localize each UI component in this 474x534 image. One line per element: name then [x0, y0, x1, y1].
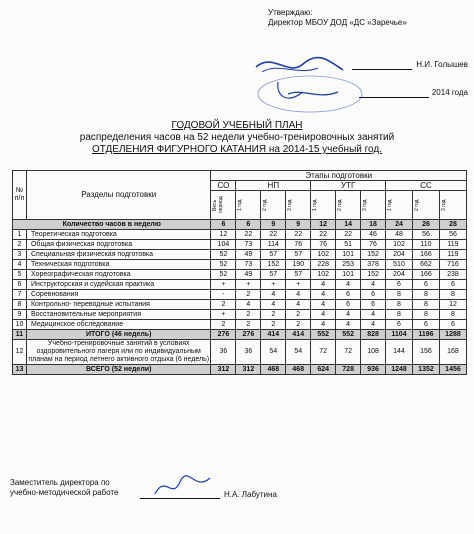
row-number: 3	[13, 250, 27, 260]
table-cell: 4	[336, 280, 361, 290]
table-row	[13, 230, 467, 240]
row-name: Инструкторская и судейская практика	[26, 280, 210, 290]
group-header: УТГ	[311, 181, 386, 191]
table-cell: +	[236, 280, 261, 290]
table-cell: 312	[236, 365, 261, 375]
table-cell: 1196	[412, 330, 439, 340]
table-cell: 102	[311, 270, 336, 280]
table-cell: 6	[439, 320, 466, 330]
footer-name: Н.А. Лабутина	[224, 490, 277, 499]
table-cell: 6	[361, 290, 386, 300]
table-cell: 51	[336, 240, 361, 250]
table-cell: 56	[412, 230, 439, 240]
table-cell: 12	[311, 220, 336, 230]
year-label: 3 год	[287, 199, 294, 211]
table-cell: 228	[311, 260, 336, 270]
table-cell: 22	[336, 230, 361, 240]
year-label: 1 год	[237, 199, 244, 211]
table-cell: 253	[336, 260, 361, 270]
year-label: 3 год	[440, 199, 447, 211]
table-cell: 28	[439, 220, 466, 230]
row-name: Восстановительные мероприятия	[26, 310, 210, 320]
table-cell: 8	[412, 300, 439, 310]
study-plan-table	[12, 170, 467, 375]
table-cell: 4	[361, 280, 386, 290]
table-cell: 101	[336, 270, 361, 280]
table-cell: 76	[361, 240, 386, 250]
table-body	[13, 220, 467, 375]
table-cell: 414	[286, 330, 311, 340]
table-row	[13, 300, 467, 310]
table-cell: 8	[439, 290, 466, 300]
heading-line2: распределения часов на 52 недели учебно-тренировочных занятий	[79, 132, 395, 143]
table-cell: 22	[261, 230, 286, 240]
row-name: Хореографическая подготовка	[26, 270, 210, 280]
year-header	[286, 191, 311, 220]
row-name: Соревнования	[26, 290, 210, 300]
table-cell: 4	[261, 290, 286, 300]
table-cell: 57	[286, 250, 311, 260]
table-cell: 276	[211, 330, 236, 340]
table-cell: 378	[361, 260, 386, 270]
table-cell: 662	[412, 260, 439, 270]
table-cell: 276	[236, 330, 261, 340]
hours-label: Количество часов в неделю	[13, 220, 211, 230]
footer-signature-image	[150, 472, 220, 502]
table-cell: 52	[211, 260, 236, 270]
table-cell: 8	[386, 300, 413, 310]
table-cell: 936	[361, 365, 386, 375]
table-cell: 4	[261, 300, 286, 310]
date-line	[359, 88, 429, 98]
group-header: СС	[386, 181, 467, 191]
row-name: Учебно-тренировочные занятий в условиях оздоровительного лагеря или по индивидуальным планам на период летнего активного отдыха (6 недель)	[28, 340, 210, 363]
table-cell: 54	[261, 340, 286, 365]
year-header	[236, 191, 261, 220]
camp-row	[13, 340, 467, 365]
table-cell: 6	[386, 320, 413, 330]
total52-row	[13, 365, 467, 375]
table-cell: 101	[336, 250, 361, 260]
table-cell: 6	[386, 280, 413, 290]
table-cell: 2	[236, 320, 261, 330]
approval-position: Директор МБОУ ДОД «ДС «Заречье»	[268, 18, 407, 27]
table-row	[13, 260, 467, 270]
table-cell: 6	[236, 220, 261, 230]
row-number: 9	[13, 310, 27, 320]
table-cell: 414	[261, 330, 286, 340]
row-name: Общая физическая подготовка	[26, 240, 210, 250]
table-cell: +	[261, 280, 286, 290]
row-number: 6	[13, 280, 27, 290]
footer-position-line2: учебно-методической работе	[10, 488, 119, 497]
table-cell: 46	[361, 230, 386, 240]
table-cell: 56	[439, 230, 466, 240]
table-cell: 2	[211, 320, 236, 330]
table-cell: 119	[439, 240, 466, 250]
sections-header: Разделы подготовки	[26, 171, 210, 220]
table-cell: 102	[386, 240, 413, 250]
table-cell: 73	[236, 260, 261, 270]
year-label: 2 год	[413, 199, 420, 211]
table-cell: 168	[439, 340, 466, 365]
table-cell: 8	[412, 290, 439, 300]
row-number: 5	[13, 270, 27, 280]
table-cell: 828	[361, 330, 386, 340]
table-cell: 1352	[412, 365, 439, 375]
table-cell: 716	[439, 260, 466, 270]
table-cell: 6	[211, 220, 236, 230]
year-header	[361, 191, 386, 220]
table-cell: 190	[286, 260, 311, 270]
table-cell: 54	[286, 340, 311, 365]
table-cell: 312	[211, 365, 236, 375]
table-cell: 2	[236, 290, 261, 300]
row-number: 8	[13, 300, 27, 310]
table-cell: 152	[361, 270, 386, 280]
table-cell: 238	[439, 270, 466, 280]
table-cell: 24	[386, 220, 413, 230]
group-header: СО	[211, 181, 236, 191]
year-label: Весь период	[212, 196, 225, 214]
table-row	[13, 240, 467, 250]
table-cell: 4	[286, 290, 311, 300]
table-cell: 36	[211, 340, 236, 365]
table-cell: 114	[261, 240, 286, 250]
table-cell: 4	[236, 300, 261, 310]
table-row	[13, 290, 467, 300]
heading-line3: ОТДЕЛЕНИЯ ФИГУРНОГО КАТАНИЯ на 2014-15 учебный год.	[91, 144, 383, 155]
table-cell: 22	[286, 230, 311, 240]
year-header	[311, 191, 336, 220]
table-cell: 72	[311, 340, 336, 365]
table-row	[13, 280, 467, 290]
table-cell: 728	[336, 365, 361, 375]
table-cell: 624	[311, 365, 336, 375]
table-cell: 102	[311, 250, 336, 260]
table-cell: 6	[412, 280, 439, 290]
table-cell: +	[211, 310, 236, 320]
table-cell: 204	[386, 270, 413, 280]
table-cell: 49	[236, 250, 261, 260]
table-row	[13, 320, 467, 330]
table-cell: 2	[286, 310, 311, 320]
table-cell: 4	[336, 310, 361, 320]
table-cell: 9	[261, 220, 286, 230]
year-header	[336, 191, 361, 220]
table-cell: 552	[311, 330, 336, 340]
row-name: Теоретическая подготовка	[26, 230, 210, 240]
table-cell: 4	[361, 310, 386, 320]
table-cell: 57	[261, 270, 286, 280]
row-name: ИТОГО (46 недель)	[26, 330, 210, 340]
table-cell: 6	[336, 290, 361, 300]
table-cell: 1456	[439, 365, 466, 375]
table-cell: 4	[286, 300, 311, 310]
group-header: НП	[236, 181, 311, 191]
table-cell: 468	[261, 365, 286, 375]
table-cell: 4	[311, 310, 336, 320]
table-cell: 6	[336, 300, 361, 310]
table-cell: 6	[412, 320, 439, 330]
table-cell: 1288	[439, 330, 466, 340]
table-cell: 4	[336, 320, 361, 330]
table-cell: 4	[361, 320, 386, 330]
table-cell: 2	[261, 310, 286, 320]
row-number: 2	[13, 240, 27, 250]
row-number: 4	[13, 260, 27, 270]
year-label: 1 год	[387, 199, 394, 211]
table-cell: 152	[361, 250, 386, 260]
table-cell: 166	[412, 250, 439, 260]
row-number: 10	[13, 320, 27, 330]
year-label: 2 год	[337, 199, 344, 211]
table-cell: 57	[261, 250, 286, 260]
hours-row	[13, 220, 467, 230]
table-row	[13, 270, 467, 280]
stamp-and-signature-image	[248, 42, 368, 117]
table-cell: 2	[261, 320, 286, 330]
table-cell: +	[211, 280, 236, 290]
table-cell: 144	[386, 340, 413, 365]
table-cell: 22	[236, 230, 261, 240]
row-number: 12	[13, 340, 27, 365]
row-number: 1	[13, 230, 27, 240]
year-label: 3 год	[362, 199, 369, 211]
table-cell: +	[286, 280, 311, 290]
row-number: 11	[13, 330, 27, 340]
table-cell: 36	[236, 340, 261, 365]
table-cell: 1104	[386, 330, 413, 340]
table-cell: 510	[386, 260, 413, 270]
year-header	[386, 191, 413, 220]
table-cell: 14	[336, 220, 361, 230]
table-cell: 48	[386, 230, 413, 240]
table-cell: 8	[412, 310, 439, 320]
table-cell: 166	[412, 270, 439, 280]
row-number: 7	[13, 290, 27, 300]
table-cell: 2	[286, 320, 311, 330]
year-label: 1 год	[312, 199, 319, 211]
year-header	[439, 191, 466, 220]
table-cell: -	[211, 290, 236, 300]
table-cell: 8	[386, 290, 413, 300]
footer-block	[10, 478, 277, 499]
table-cell: 6	[439, 280, 466, 290]
document-heading	[0, 120, 474, 156]
table-cell: 156	[412, 340, 439, 365]
table-cell: 204	[386, 250, 413, 260]
table-cell: 6	[361, 300, 386, 310]
table-cell: 108	[361, 340, 386, 365]
table-cell: 2	[236, 310, 261, 320]
table-cell: 8	[386, 310, 413, 320]
table-cell: 4	[311, 300, 336, 310]
table-cell: 57	[286, 270, 311, 280]
row-name: ВСЕГО (52 недели)	[26, 365, 210, 375]
table-cell: 4	[311, 280, 336, 290]
row-number: 13	[13, 365, 27, 375]
approval-date-suffix: 2014 года	[431, 88, 468, 97]
table-cell: 18	[361, 220, 386, 230]
table-cell: 468	[286, 365, 311, 375]
table-cell: 52	[211, 270, 236, 280]
table-cell: 12	[211, 230, 236, 240]
table-row	[13, 310, 467, 320]
table-cell: 26	[412, 220, 439, 230]
total46-row	[13, 330, 467, 340]
stages-header: Этапы подготовки	[211, 171, 467, 181]
table-cell: 552	[336, 330, 361, 340]
table-cell: 8	[439, 310, 466, 320]
heading-line1: ГОДОВОЙ УЧЕБНЫЙ ПЛАН	[171, 120, 303, 131]
approval-signer: Н.И. Голышев	[416, 60, 468, 69]
table-cell: 1248	[386, 365, 413, 375]
table-cell: 73	[236, 240, 261, 250]
year-header	[412, 191, 439, 220]
year-label: 2 год	[262, 199, 269, 211]
table-cell: 52	[211, 250, 236, 260]
table-cell: 4	[311, 320, 336, 330]
table-cell: 119	[439, 250, 466, 260]
year-header	[261, 191, 286, 220]
table-cell: 22	[311, 230, 336, 240]
table-row	[13, 250, 467, 260]
footer-position-line1: Заместитель директора по	[10, 478, 110, 487]
table-cell: 2	[211, 300, 236, 310]
table-cell: 104	[211, 240, 236, 250]
table-cell: 49	[236, 270, 261, 280]
year-header	[211, 191, 236, 220]
table-cell: 12	[439, 300, 466, 310]
num-header: № п/п	[13, 171, 27, 220]
row-name: Контрольно- переводные испытания	[26, 300, 210, 310]
table-cell: 152	[261, 260, 286, 270]
table-cell: 76	[311, 240, 336, 250]
table-cell: 72	[336, 340, 361, 365]
approval-title: Утверждаю:	[268, 8, 313, 17]
row-name: Медицинское обследование	[26, 320, 210, 330]
table-cell: 76	[286, 240, 311, 250]
table-cell: 9	[286, 220, 311, 230]
table-cell: 110	[412, 240, 439, 250]
row-name: Специальная физическая подготовка	[26, 250, 210, 260]
row-name: Техническая подготовка	[26, 260, 210, 270]
table-cell: 4	[311, 290, 336, 300]
